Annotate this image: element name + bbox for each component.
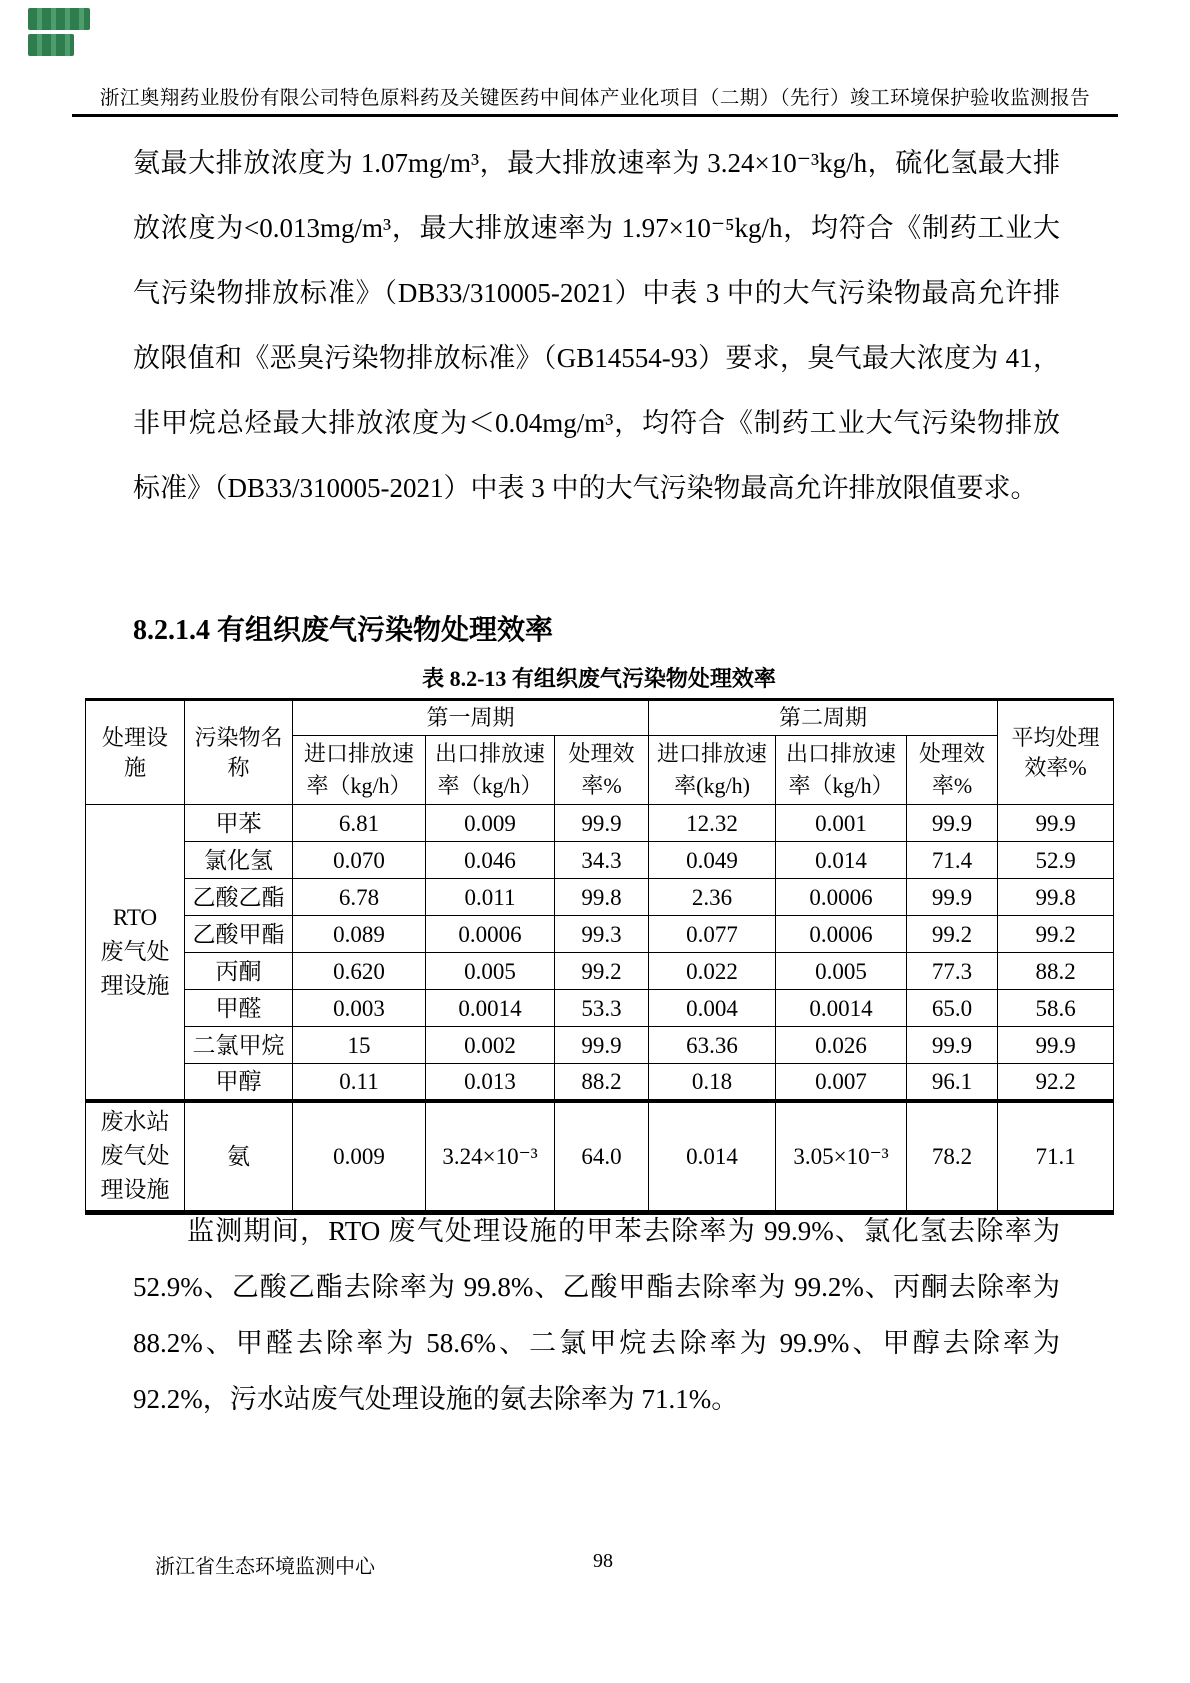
- value-cell: 99.9: [907, 1027, 998, 1064]
- pollutant-cell: 甲苯: [185, 805, 293, 842]
- col-header-average: 平均处理效率%: [998, 700, 1114, 805]
- table-row: [86, 1027, 1114, 1064]
- value-cell: 53.3: [555, 990, 649, 1027]
- body-paragraph-1: 氨最大排放浓度为 1.07mg/m³，最大排放速率为 3.24×10⁻³kg/h，硫化氢最大排放浓度为<0.013mg/m³，最大排放速率为 1.97×10⁻⁵kg/h，均符合《制药工业大气污染物排放标准》（DB33/310005-2021）中表 3 中的大气污染物最高允许排放限值和《恶臭污染物排放标准》（GB14554-93）要求，臭气最大浓度为 41，非甲烷总烃最大排放浓度为＜0.04mg/m³，均符合《制药工业大气污染物排放标准》（DB33/310005-2021）中表 3 中的大气污染物最高允许排放限值要求。: [133, 148, 1060, 503]
- col-header-period2: 第二周期: [649, 700, 998, 736]
- pollutant-cell: 氯化氢: [185, 842, 293, 879]
- table-row: [86, 842, 1114, 879]
- table-row: [86, 805, 1114, 842]
- col-header-p2-efficiency: 处理效率%: [907, 736, 998, 805]
- value-cell: 0.014: [649, 1101, 776, 1213]
- value-cell: 92.2: [998, 1064, 1114, 1101]
- table-row: [86, 879, 1114, 916]
- value-cell: 0.001: [776, 805, 907, 842]
- green-annotation-mark-1: [28, 8, 90, 30]
- value-cell: 0.013: [426, 1064, 555, 1101]
- value-cell: 34.3: [555, 842, 649, 879]
- value-cell: 78.2: [907, 1101, 998, 1213]
- value-cell: 0.0014: [426, 990, 555, 1027]
- value-cell: 77.3: [907, 953, 998, 990]
- footer-page-number: 98: [593, 1550, 613, 1572]
- value-cell: 3.05×10⁻³: [776, 1101, 907, 1213]
- value-cell: 0.18: [649, 1064, 776, 1101]
- value-cell: 2.36: [649, 879, 776, 916]
- pollutant-cell: 乙酸甲酯: [185, 916, 293, 953]
- pollutant-cell: 二氯甲烷: [185, 1027, 293, 1064]
- pollutant-cell: 丙酮: [185, 953, 293, 990]
- value-cell: 88.2: [998, 953, 1114, 990]
- col-header-p2-outlet: 出口排放速率（kg/h）: [776, 736, 907, 805]
- value-cell: 88.2: [555, 1064, 649, 1101]
- value-cell: 64.0: [555, 1101, 649, 1213]
- value-cell: 0.11: [293, 1064, 426, 1101]
- value-cell: 63.36: [649, 1027, 776, 1064]
- col-header-p1-outlet: 出口排放速率（kg/h）: [426, 736, 555, 805]
- value-cell: 0.070: [293, 842, 426, 879]
- table-caption: 表 8.2-13 有组织废气污染物处理效率: [422, 666, 776, 691]
- value-cell: 0.0006: [776, 916, 907, 953]
- value-cell: 3.24×10⁻³: [426, 1101, 555, 1213]
- value-cell: 99.9: [998, 1027, 1114, 1064]
- value-cell: 0.620: [293, 953, 426, 990]
- pollutant-cell: 氨: [185, 1101, 293, 1213]
- footer-organization: 浙江省生态环境监测中心: [155, 1556, 375, 1578]
- value-cell: 0.004: [649, 990, 776, 1027]
- body-paragraph-2: 监测期间，RTO 废气处理设施的甲苯去除率为 99.9%、氯化氢去除率为 52.9%、乙酸乙酯去除率为 99.8%、乙酸甲酯去除率为 99.2%、丙酮去除率为 88.2%、甲醛去除率为 58.6%、二氯甲烷去除率为 99.9%、甲醇去除率为 92.2%，污水站废气处理设施的氨去除率为 71.1%。: [133, 1216, 1060, 1414]
- value-cell: 99.9: [555, 1027, 649, 1064]
- value-cell: 0.049: [649, 842, 776, 879]
- col-header-p1-inlet: 进口排放速率（kg/h）: [293, 736, 426, 805]
- col-header-pollutant: 污染物名称: [185, 700, 293, 805]
- value-cell: 58.6: [998, 990, 1114, 1027]
- facility-cell: 废水站废气处理设施: [86, 1101, 185, 1213]
- value-cell: 0.022: [649, 953, 776, 990]
- value-cell: 0.0006: [776, 879, 907, 916]
- value-cell: 99.9: [555, 805, 649, 842]
- pollutant-cell: 甲醇: [185, 1064, 293, 1101]
- table-row: [86, 916, 1114, 953]
- value-cell: 99.2: [998, 916, 1114, 953]
- pollutant-cell: 甲醛: [185, 990, 293, 1027]
- value-cell: 99.9: [998, 805, 1114, 842]
- value-cell: 6.81: [293, 805, 426, 842]
- table-row: [86, 990, 1114, 1027]
- value-cell: 0.002: [426, 1027, 555, 1064]
- green-annotation-mark-2: [28, 34, 74, 56]
- value-cell: 99.9: [907, 805, 998, 842]
- value-cell: 0.007: [776, 1064, 907, 1101]
- treatment-efficiency-table: [85, 698, 1114, 1215]
- value-cell: 0.003: [293, 990, 426, 1027]
- value-cell: 12.32: [649, 805, 776, 842]
- col-header-p2-inlet: 进口排放速率(kg/h): [649, 736, 776, 805]
- running-header: 浙江奥翔药业股份有限公司特色原料药及关键医药中间体产业化项目（二期）（先行）竣工环境保护验收监测报告: [99, 88, 1091, 109]
- value-cell: 0.014: [776, 842, 907, 879]
- value-cell: 99.2: [555, 953, 649, 990]
- value-cell: 99.9: [907, 879, 998, 916]
- value-cell: 0.046: [426, 842, 555, 879]
- value-cell: 96.1: [907, 1064, 998, 1101]
- value-cell: 6.78: [293, 879, 426, 916]
- value-cell: 0.011: [426, 879, 555, 916]
- section-heading: 8.2.1.4 有组织废气污染物处理效率: [133, 615, 554, 646]
- value-cell: 71.4: [907, 842, 998, 879]
- value-cell: 0.077: [649, 916, 776, 953]
- value-cell: 0.0014: [776, 990, 907, 1027]
- facility-cell: RTO 废气处理设施: [86, 805, 185, 1101]
- table-row: [86, 953, 1114, 990]
- value-cell: 15: [293, 1027, 426, 1064]
- col-header-period1: 第一周期: [293, 700, 649, 736]
- pollutant-cell: 乙酸乙酯: [185, 879, 293, 916]
- treatment-efficiency-table-wrap: [85, 698, 1113, 1215]
- value-cell: 0.009: [293, 1101, 426, 1213]
- value-cell: 0.026: [776, 1027, 907, 1064]
- value-cell: 0.005: [426, 953, 555, 990]
- value-cell: 99.8: [555, 879, 649, 916]
- value-cell: 0.089: [293, 916, 426, 953]
- header-rule: [72, 114, 1118, 117]
- value-cell: 52.9: [998, 842, 1114, 879]
- table-body: [86, 805, 1114, 1213]
- col-header-facility: 处理设施: [86, 700, 185, 805]
- value-cell: 65.0: [907, 990, 998, 1027]
- table-row: [86, 1064, 1114, 1101]
- value-cell: 99.8: [998, 879, 1114, 916]
- col-header-p1-efficiency: 处理效率%: [555, 736, 649, 805]
- table-row: [86, 1101, 1114, 1213]
- value-cell: 0.009: [426, 805, 555, 842]
- value-cell: 99.2: [907, 916, 998, 953]
- value-cell: 99.3: [555, 916, 649, 953]
- value-cell: 71.1: [998, 1101, 1114, 1213]
- value-cell: 0.005: [776, 953, 907, 990]
- value-cell: 0.0006: [426, 916, 555, 953]
